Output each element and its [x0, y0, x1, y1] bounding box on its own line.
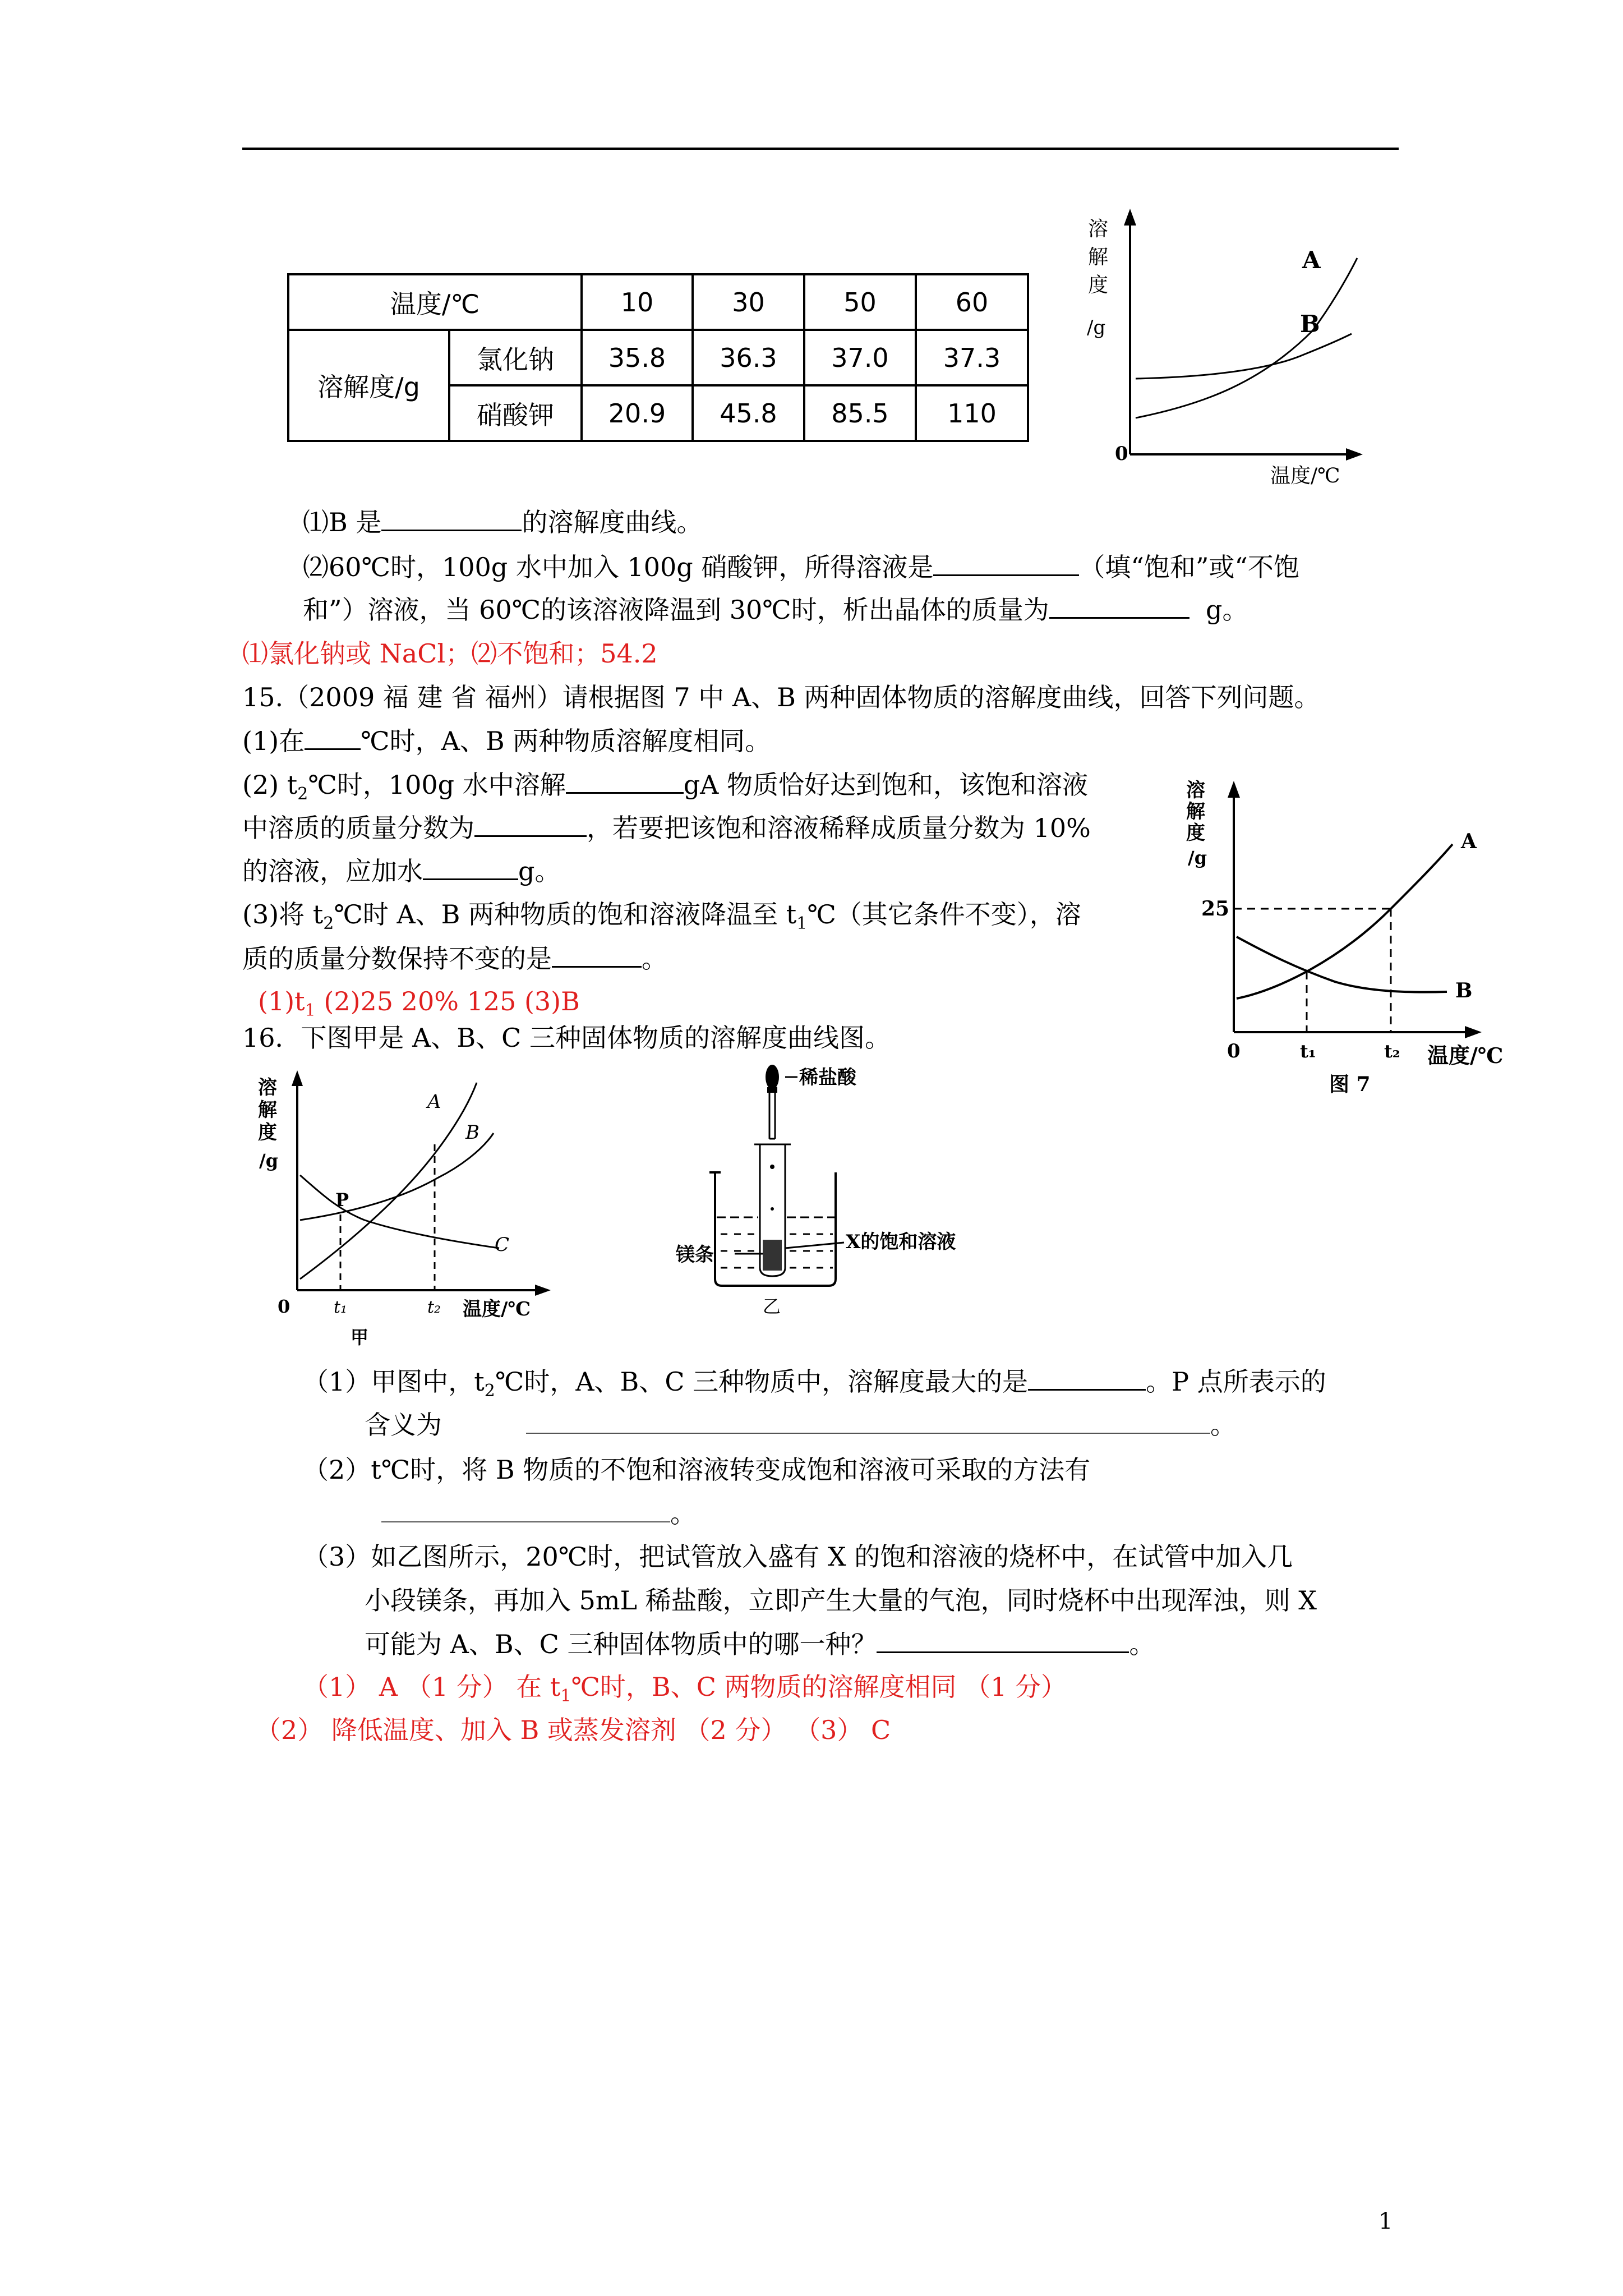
q16-blank-1[interactable] — [1028, 1364, 1146, 1391]
header-rule — [242, 148, 1399, 150]
q14-part2-line1: ⑵60℃时，100g 水中加入 100g 硝酸钾，所得溶液是 （填“饱和”或“不饱 — [303, 550, 1299, 584]
x-axis-arrow — [1465, 1026, 1482, 1038]
x-axis-label: 温度/℃ — [1270, 464, 1340, 487]
y-label-1: 溶 — [1186, 779, 1205, 802]
t2-label: t₂ — [427, 1297, 441, 1317]
table-row-label: 硝酸钾 — [449, 385, 582, 441]
q14-part2-line2: 和”）溶液，当 60℃的该溶液降温到 30℃时，析出晶体的质量为 g。 — [303, 592, 1248, 627]
table-cell: 50 — [804, 274, 916, 330]
curve-b-label: B — [465, 1121, 479, 1144]
origin-label: 0 — [1115, 443, 1128, 465]
y-label-4: /g — [1087, 316, 1106, 339]
q16-answer-2: （2） 降低温度、加入 B 或蒸发溶剂 （2 分） （3） C — [255, 1715, 891, 1745]
y-label-1: 溶 — [1088, 218, 1109, 241]
table-cell: 110 — [916, 385, 1028, 441]
table-row — [288, 330, 1028, 385]
table-cell: 35.8 — [582, 330, 693, 385]
q15-blank-1[interactable] — [305, 724, 361, 750]
x-axis-label: 温度/℃ — [463, 1298, 531, 1320]
curve-b — [1136, 334, 1352, 379]
q16-title: 16．下图甲是 A、B、C 三种固体物质的溶解度曲线图。 — [242, 1023, 891, 1053]
q14-blank-1[interactable] — [381, 505, 522, 531]
curve-a-label: A — [427, 1091, 441, 1113]
q14-blank-3[interactable] — [1049, 592, 1189, 619]
figure-caption: 甲 — [351, 1327, 369, 1348]
x-axis-label: 温度/℃ — [1427, 1043, 1504, 1068]
table-cell: 37.3 — [916, 330, 1028, 385]
table-cell: 60 — [916, 274, 1028, 330]
curve-b-label: B — [1300, 310, 1320, 338]
curve-a-label: A — [1302, 246, 1321, 274]
dropper-collar — [767, 1087, 777, 1093]
y-label-3: 度 — [258, 1121, 277, 1144]
curve-c-label: C — [495, 1234, 510, 1256]
page-number: 1 — [1378, 2208, 1393, 2234]
y-label-4: /g — [259, 1150, 279, 1171]
q15-part2-line2: 中溶质的质量分数为 ，若要把该饱和溶液稀释成质量分数为 10% — [242, 811, 1091, 845]
q15-part3-line1: (3)将 $t_2℃$时 A、B 两种物质的饱和溶液降温至 $t_1℃$（其它条件不变），溶 — [242, 899, 1081, 934]
q15-blank-4[interactable] — [423, 854, 518, 880]
q15-part2-line1: (2) $t_2℃$时，100g 水中溶解 gA 物质恰好达到饱和，该饱和溶液 — [242, 767, 1088, 811]
curve-b-label: B — [1455, 979, 1473, 1002]
y-label-4: /g — [1188, 847, 1207, 868]
q15-part2-line3: 的溶液，应加水 g。 — [242, 854, 560, 888]
q15-blank-5[interactable] — [552, 941, 642, 968]
point-p-label: P — [335, 1189, 349, 1211]
acid-label: 稀盐酸 — [799, 1066, 856, 1089]
x-axis-arrow — [1346, 448, 1363, 461]
table-cell: 20.9 — [582, 385, 693, 441]
q16-q3-line3: 可能为 A、B、C 三种固体物质中的哪一种？ 。 — [365, 1627, 1155, 1661]
q14-blank-2[interactable] — [933, 550, 1079, 576]
q16-q2-line1: （2）t℃时，将 B 物质的不饱和溶液转变成饱和溶液可采取的方法有 — [303, 1455, 1091, 1485]
q16-blank-4[interactable] — [877, 1627, 1129, 1653]
y-tick-25: 25 — [1201, 897, 1230, 921]
t1-label: t₁ — [334, 1297, 348, 1317]
q16-q1-line1: （1）甲图中，$t_2℃$时，A、B、C 三种物质中，溶解度最大的是 。P 点所表示的 — [303, 1364, 1326, 1408]
figure-yi — [651, 1055, 998, 1346]
curve-a — [300, 1083, 477, 1279]
curve-a — [1237, 844, 1453, 999]
q15-part3-line2: 质的质量分数保持不变的是 。 — [242, 941, 667, 976]
table-header-temp: 温度/℃ — [288, 274, 582, 330]
t2-label: t₂ — [1384, 1041, 1400, 1062]
curve-c — [300, 1175, 499, 1248]
q16-blank-2[interactable] — [526, 1408, 1210, 1434]
figure-jia — [252, 1066, 566, 1358]
magnesium-ribbon — [763, 1240, 782, 1271]
q16-q1-line2: 含义为 。 — [365, 1408, 1236, 1442]
table-cell: 10 — [582, 274, 693, 330]
x-axis-arrow — [535, 1285, 551, 1296]
y-label-1: 溶 — [258, 1076, 277, 1099]
table-cell: 37.0 — [804, 330, 916, 385]
q16-q3-line2: 小段镁条，再加入 5mL 稀盐酸，立即产生大量的气泡，同时烧杯中出现浑浊，则 X — [365, 1585, 1317, 1616]
q15-title: 15.（2009 福 建 省 福州）请根据图 7 中 A、B 两种固体物质的溶解度曲线，回答下列问题。 — [242, 682, 1320, 712]
figure-7 — [1172, 774, 1531, 1099]
q16-q2-line2: 。 — [381, 1497, 696, 1530]
origin-label: 0 — [1227, 1040, 1241, 1062]
y-label-2: 解 — [1186, 800, 1205, 823]
table-cell: 30 — [693, 274, 804, 330]
y-label-3: 度 — [1186, 822, 1205, 844]
curve-a — [1136, 258, 1357, 418]
solubility-figure-1 — [1066, 208, 1380, 499]
y-label-2: 解 — [258, 1099, 277, 1121]
table-cell: 45.8 — [693, 385, 804, 441]
figure-caption: 图 7 — [1329, 1073, 1371, 1096]
origin-label: 0 — [278, 1296, 291, 1317]
table-cell: 36.3 — [693, 330, 804, 385]
y-label-2: 解 — [1088, 246, 1109, 269]
y-axis-arrow — [1228, 781, 1240, 798]
q15-answer: $(1)t_1$ (2)25 20% 125 (3)B — [258, 986, 580, 1021]
q15-part1: (1)在 ℃时，A、B 两种物质溶解度相同。 — [242, 724, 771, 758]
table-row-label: 氯化钠 — [449, 330, 582, 385]
y-axis-arrow — [292, 1070, 303, 1086]
q16-answer-1: （1） A （1 分） 在 $t_1℃$时，B、C 两物质的溶解度相同 （1 分） — [303, 1672, 1067, 1706]
q16-blank-3[interactable] — [381, 1497, 670, 1522]
drop — [771, 1207, 774, 1211]
solubility-table — [287, 273, 1029, 442]
table-cell: 85.5 — [804, 385, 916, 441]
q14-answer: ⑴氯化钠或 NaCl；⑵不饱和；54.2 — [242, 638, 658, 669]
table-row — [288, 274, 1028, 330]
dropper-bulb — [766, 1065, 779, 1089]
y-axis-arrow — [1124, 209, 1136, 226]
drop — [770, 1165, 774, 1169]
curve-b — [300, 1133, 494, 1220]
q14-part1: ⑴B 是 的溶解度曲线。 — [303, 505, 702, 539]
solution-label: X的饱和溶液 — [846, 1231, 956, 1253]
curve-a-label: A — [1461, 830, 1477, 853]
t1-label: t₁ — [1300, 1041, 1316, 1062]
q15-blank-3[interactable] — [474, 811, 587, 837]
y-label-3: 度 — [1088, 274, 1109, 297]
mg-label: 镁条 — [676, 1244, 714, 1266]
q15-blank-2[interactable] — [566, 767, 684, 794]
figure-caption: 乙 — [763, 1296, 781, 1317]
curve-b — [1237, 937, 1447, 992]
q16-q3-line1: （3）如乙图所示，20℃时，把试管放入盛有 X 的饱和溶液的烧杯中，在试管中加入几 — [303, 1542, 1293, 1572]
table-row-group-label: 溶解度/g — [288, 330, 449, 441]
